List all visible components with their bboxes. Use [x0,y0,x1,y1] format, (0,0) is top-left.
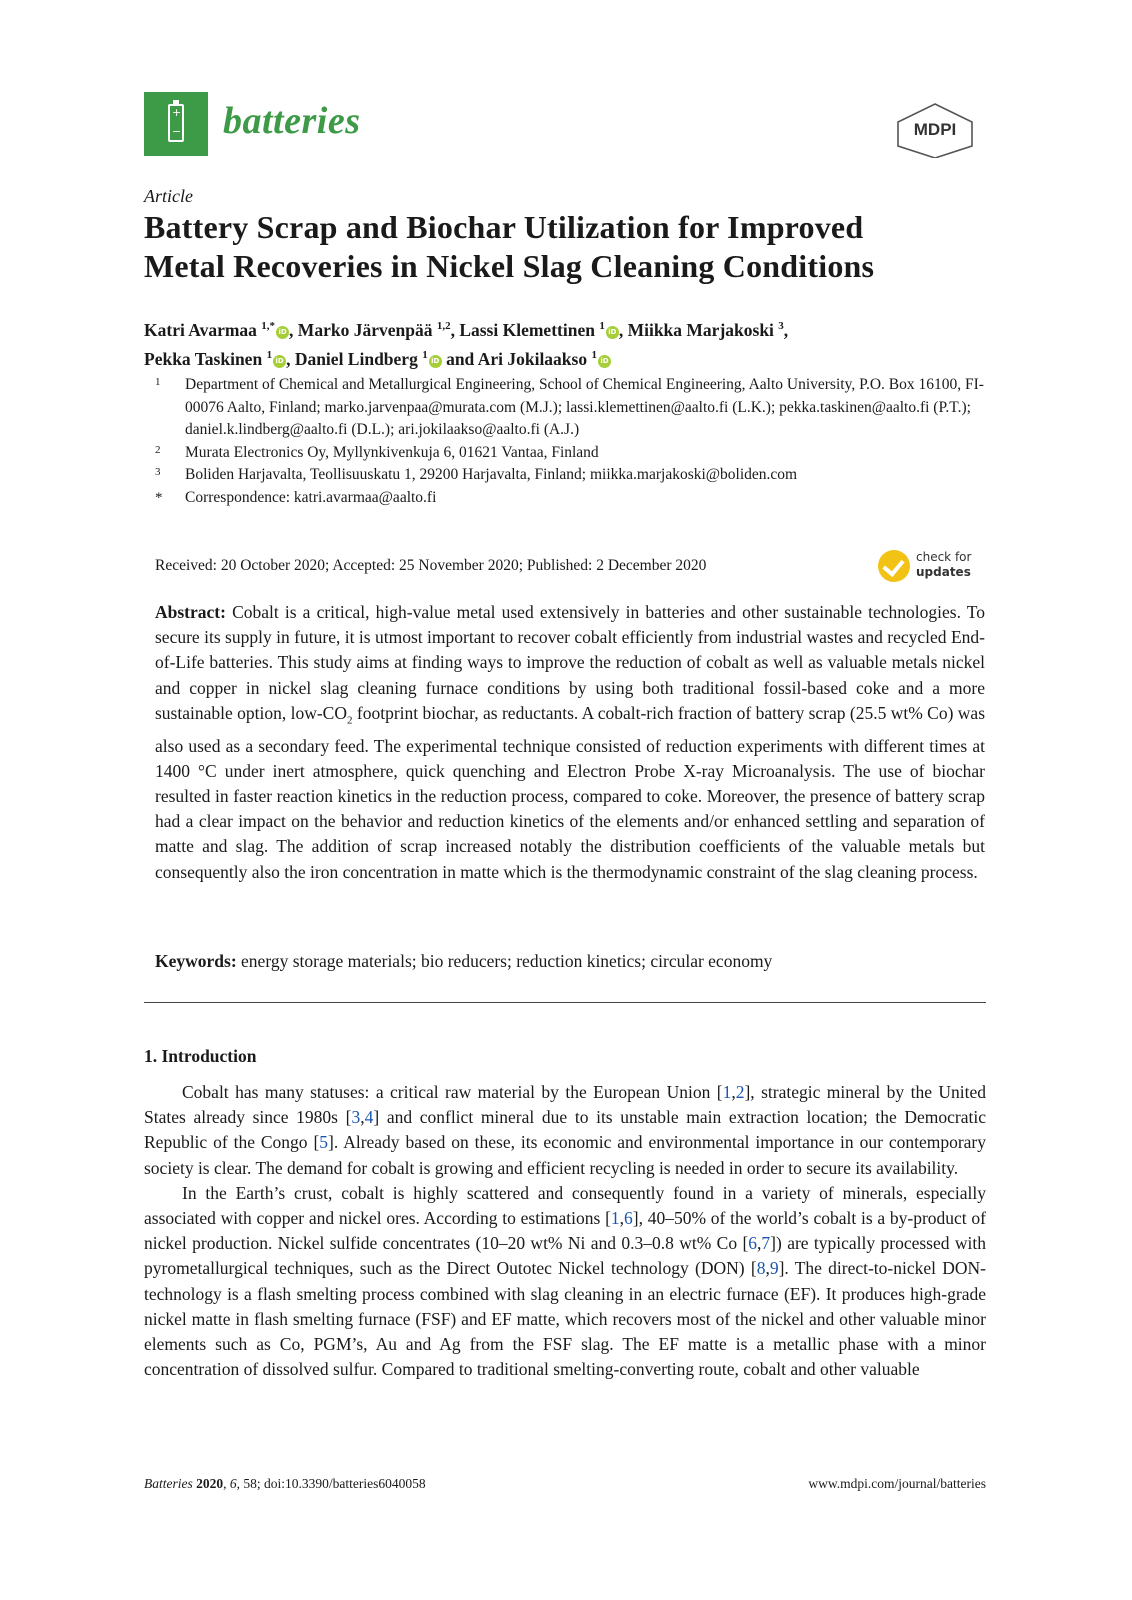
citation-link[interactable]: 2 [735,1082,745,1102]
author: Katri Avarmaa $^{1,*}$ [144,319,276,340]
keywords-label: Keywords: [155,951,237,971]
citation-link[interactable]: 1 [610,1208,620,1229]
citation-link[interactable]: 1 [722,1082,732,1102]
journal-name: batteries [223,100,361,142]
citation-link[interactable]: 8 [756,1258,766,1279]
abstract-label: Abstract: [155,602,226,622]
orcid-icon[interactable]: iD [598,355,611,368]
orcid-icon[interactable]: iD [276,326,289,339]
affiliations [155,374,985,509]
paragraph: In the Earth’s crust, cobalt is highly scattered and consequently found in a variety of minerals, especially associated with copper and nickel ores. According to estimations [1,6], 40–50% of the world’s cobalt is a by-product of nickel production. Nickel sulfide concentrates (10–20 wt% Ni and 0.3–0.8 wt% Co [6,7]) are typically processed with pyrometallurgical techniques, such as the Direct Outotec Nickel technology (DON) [8,9]. The direct-to-nickel DON-technology is a flash smelting process combined with slag cleaning in an electric furnace (EF). It produces high-grade nickel matte in flash smelting furnace (FSF) and EF matte, which recovers most of the nickel and other valuable minor elements such as Co, PGM’s, Au and Ag from the FSF slag. The EF matte is a metallic phase with a minor concentration of dissolved sulfur. Compared to traditional smelting-converting route, cobalt and other valuable [144,1182,986,1380]
affiliation-1: 1 Department of Chemical and Metallurgical Engineering, School of Chemical Engineering, Aalto University, P.O. Box 16100, FI-00076 Aalto, Finland; marko.jarvenpaa@murata.com (M.J.); lassi.klemettinen@aalto.fi (L.K.); pekka.taskinen@aalto.fi (P.T.); daniel.k.lindberg@aalto.fi (D.L.); ari.jokilaakso@aalto.fi (A.J.) [155,376,984,438]
section-heading: 1. Introduction [144,1046,257,1066]
author: Lassi Klemettinen $^1$ [459,319,605,340]
affiliation-2: 2 Murata Electronics Oy, Myllynkivenkuja 6, 01621 Vantaa, Finland [155,443,599,461]
title-line-2: Metal Recoveries in Nickel Slag Cleaning Conditions [144,248,875,284]
citation-link[interactable]: 6 [748,1233,758,1254]
keywords: Keywords: energy storage materials; bio reducers; reduction kinetics; circular economy [155,951,773,971]
check-icon [878,550,910,582]
title-line-1: Battery Scrap and Biochar Utilization for Improved [144,209,864,245]
citation-link[interactable]: 3 [351,1107,361,1128]
citation-link[interactable]: 9 [769,1258,779,1279]
citation-link[interactable]: 5 [319,1132,329,1153]
paragraph: Cobalt has many statuses: a critical raw material by the European Union [1,2], strategic mineral by the United States already since 1980s [3,4] and conflict mineral due to its unstable main extraction location; the Democratic Republic of the Congo [5]. Already based on these, its economic and environmental importance in our contemporary society is clear. The demand for cobalt is growing and efficient recycling is needed in order to secure its availability. [144,1082,987,1178]
mdpi-logo [892,102,978,158]
citation-link[interactable]: 4 [364,1107,374,1128]
paper-title [144,208,984,286]
citation-link[interactable]: 6 [624,1208,633,1229]
section-body [144,1080,986,1382]
orcid-icon[interactable]: iD [429,355,442,368]
journal-url[interactable]: www.mdpi.com/journal/batteries [808,1476,986,1491]
citation-link[interactable]: 7 [761,1233,771,1254]
abstract: Abstract: Cobalt is a critical, high-value metal used extensively in batteries and other sustainable technologies. To secure its supply in future, it is utmost important to recover cobalt efficiently from industrial wastes and recycled End-of-Life batteries. This study aims at finding ways to improve the reduction of cobalt as well as valuable metals nickel and copper in nickel slag cleaning furnace conditions by using both traditional fossil-based coke and a more sustainable option, low-$CO_2$ footprint biochar, as reductants. A cobalt-rich fraction of battery scrap (25.5 wt% Co) was also used as a secondary feed. The experimental technique consisted of reduction experiments with different times at 1400 °C under inert atmosphere, quick quenching and Electron Probe X-ray Microanalysis. The use of biochar resulted in faster reaction kinetics in the reduction process, compared to coke. Moreover, the presence of battery scrap had a clear impact on the behavior and reduction kinetics of the elements and/or enhanced settling and separation of matte and slag. The addition of scrap increased notably the distribution coefficients of the valuable metals but consequently also the iron concentration in matte which is the thermodynamic constraint of the slag cleaning process. [155,602,986,882]
divider [144,1002,986,1003]
correspondence: * Correspondence: katri.avarmaa@aalto.fi [155,488,437,506]
author: Pekka Taskinen $^1$ [144,348,273,369]
author-list: Katri Avarmaa $^{1,*}$ iD , Marko Järvenpää $^{1,2}$, Lassi Klemettinen $^1$ iD , Miikka Marjakoski $^3$, Pekka Taskinen $^1$ iD , Daniel Lindberg $^1$ iD and Ari Jokilaakso $^1$ iD [144,319,789,369]
author: Miikka Marjakoski $^3$ [627,319,784,340]
author: and Ari Jokilaakso $^1$ [446,348,597,369]
affiliation-3: 3 Boliden Harjavalta, Teollisuuskatu 1, 29200 Harjavalta, Finland; miikka.marjakoski@boliden.com [155,466,798,483]
battery-icon: + − [144,92,208,156]
check-for-updates-badge[interactable]: check for updates [878,550,988,586]
svg-text:MDPI: MDPI [913,120,957,139]
article-type: Article [144,186,193,206]
publication-dates: Received: 20 October 2020; Accepted: 25 November 2020; Published: 2 December 2020 [155,557,707,574]
orcid-icon[interactable]: iD [273,355,286,368]
orcid-icon[interactable]: iD [606,326,619,339]
author: Daniel Lindberg $^1$ [294,348,428,369]
citation-footer: Batteries 2020, 6, 58; doi:10.3390/batteries6040058 [144,1476,426,1491]
author: Marko Järvenpää $^{1,2}$ [297,319,451,340]
